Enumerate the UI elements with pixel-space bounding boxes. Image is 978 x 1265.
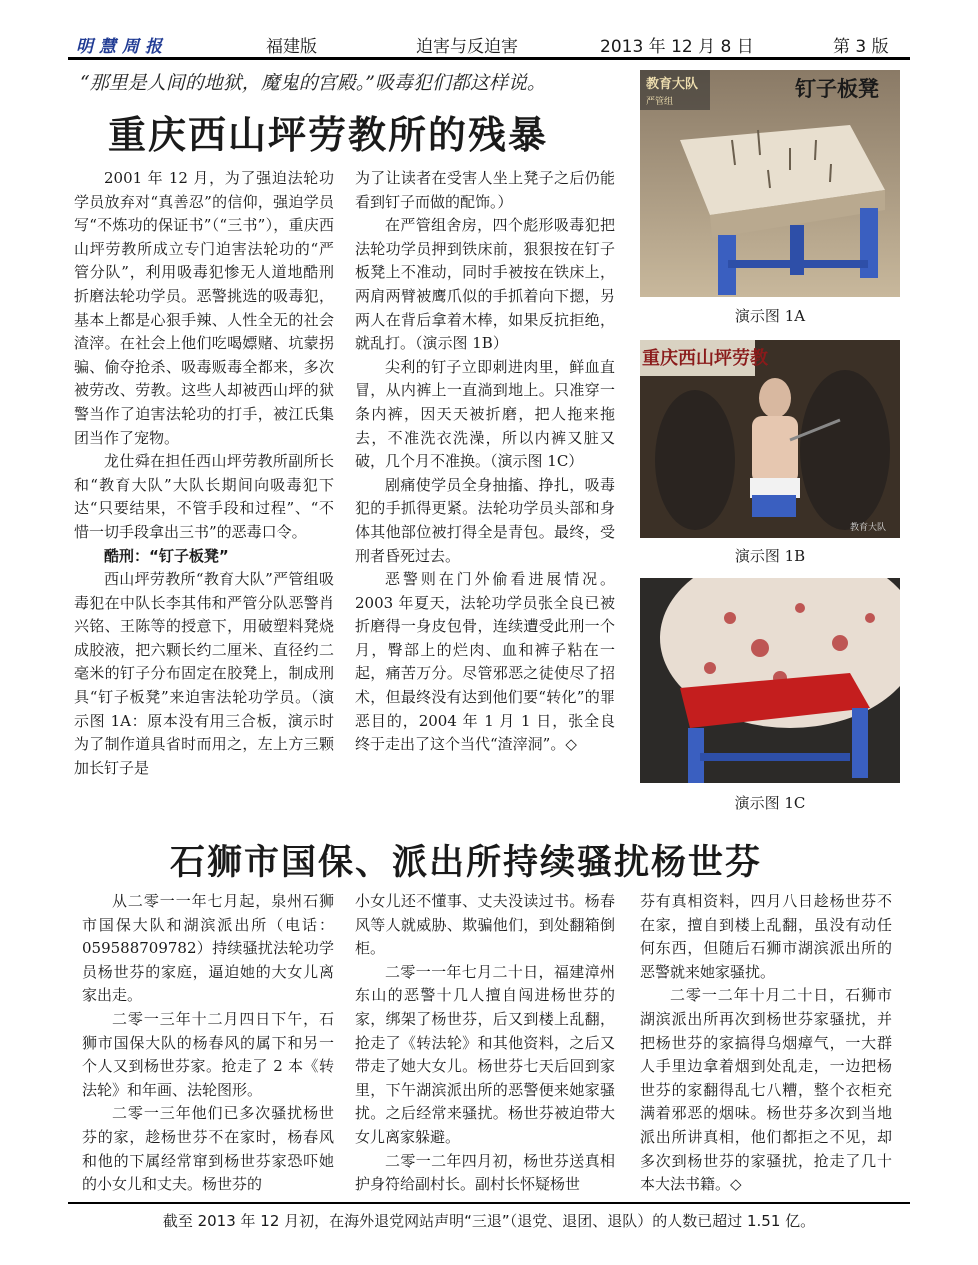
paragraph: 从二零一一年七月起，泉州石狮市国保大队和湖滨派出所（电话：059588709782）持续骚扰法轮功学员杨世芬的家庭，逼迫她的大女儿离家出走。 [82,892,334,1005]
paragraph: 为了让读者在受害人坐上凳子之后仍能看到钉子而做的配饰。） [355,169,615,211]
photo-caption: 演示图 1C [734,794,806,812]
paragraph: 二零一三年他们已多次骚扰杨世芬的家，趁杨世芬不在家时，杨春风和他的下属经常窜到杨世芬家恐吓她的小女儿和丈夫。杨世芬的 [82,1104,334,1194]
paragraph: 在严管组舍房，四个彪形吸毒犯把法轮功学员押到铁床前，狠狠按在钉子板凳上不准动，同时手被按在铁床上，两肩两臂被鹰爪似的手抓着向下摁，另两人在背后拿着木棒，如果反抗拒绝，就乱打。（演示图 1B） [355,216,615,353]
photo-sign-text: 重庆西山坪劳教 [642,348,768,369]
article1-column-1 [74,167,334,780]
paragraph: 二零一二年四月初，杨世芬送真相护身符给副村长。副村长怀疑杨世 [355,1151,615,1194]
paragraph: 二零一二年十月二十日，石狮市湖滨派出所再次到杨世芬家骚扰，并把杨世芬的家搞得乌烟瘴气，一大群人手里边拿着烟到处乱走，一边把杨世芬的家翻得乱七八糟，整个衣柜充满着邪恶的烟味。杨世芬多次到当地派出所讲真相，他们都拒之不见，却多次到杨世芬的家骚扰，抢走了几十本大法书籍。◇ [640,986,892,1194]
edition: 福建版 [266,37,317,57]
photo-caption: 演示图 1A [734,307,806,325]
article2-column-1 [82,890,334,1197]
paragraph: 2001 年 12 月，为了强迫法轮功学员放弃对“真善忍”的信仰，强迫学员写“不炼功的保证书”（“三书”），重庆西山坪劳教所成立专门迫害法轮功的“严管分队”，利用吸毒犯惨无人道地酷刑折磨法轮功学员。恶警挑选的吸毒犯，基本上都是心狠手辣、人性全无的社会渣滓。在社会上他们吃喝嫖赌、坑蒙拐骗、偷夺抢杀、吸毒贩毒全都来，多次被劳改、劳教。这些人却被西山坪的狱警当作了迫害法轮功的打手，被江氏集团当作了宠物。 [74,169,334,447]
section-name: 迫害与反迫害 [416,37,518,57]
page-number: 第 3 版 [833,37,889,57]
issue-date: 2013 年 12 月 8 日 [600,37,754,57]
nail-stool-photo [640,70,900,297]
paragraph: 剧痛使学员全身抽搐、挣扎，吸毒犯的手抓得更紧。法轮功学员头部和身体其他部位被打得全是青包。最终，受刑者昏死过去。 [355,475,615,565]
photo-label-left-sub: 严管组 [646,97,674,107]
paragraph: 二零一一年七月二十日，福建漳州东山的恶警十几人擅自闯进杨世芬的家，绑架了杨世芬，后又到楼上乱翻，抢走了《转法轮》和其他资料，之后又带走了她大女儿。杨世芬七天后回到家里，下午湖滨派出所的恶警便来她家骚扰。之后经常来骚扰。杨世芬被迫带大女儿离家躲避。 [355,962,615,1146]
header-rule [68,57,910,60]
paragraph: 二零一三年十二月四日下午，石狮市国保大队的杨春风的属下和另一个人又到杨世芬家。抢走了 2 本《转法轮》和年画、法轮图形。 [82,1009,334,1099]
footer-rule [68,1202,910,1204]
bloody-stool-photo [640,578,900,783]
footer-notice: 截至 2013 年 12 月初，在海外退党网站声明“三退”（退党、退团、退队）的人数已超过 1.51 亿。 [162,1212,816,1230]
paragraph: 西山坪劳教所“教育大队”严管组吸毒犯在中队长李其伟和严管分队恶警肖兴铭、王陈等的授意下，用破塑料凳烧成胶液，把六颗长约二厘米、直径约二毫米的钉子分布固定在胶凳上，制成刑具“钉子板凳”来迫害法轮功学员。（演示图 1A：原本没有用三合板，演示时为了制作道具省时而用之，左上方三颗加长钉子是 [74,570,334,777]
article2-column-3 [640,890,892,1197]
photo-1b [640,340,900,538]
paragraph: 尖利的钉子立即刺进肉里，鲜血直冒，从内裤上一直淌到地上。只准穿一条内裤，因天天被折磨，把人拖来拖去，不准洗衣洗澡，所以内裤又脏又破，几个月不准换。（演示图 1C） [355,357,615,471]
photo-caption: 演示图 1B [734,547,806,565]
photo-1a [640,70,900,297]
paragraph: 恶警则在门外偷看进展情况。2003 年夏天，法轮功学员张全良已被折磨得一身皮包骨，连续遭受此刑一个月，臀部上的烂肉、血和裤子粘在一起，痛苦万分。尽管邪恶之徒使尽了招术，但最终没有达到他们要“转化”的罪恶目的，2004 年 1 月 1 日，张全良终于走出了这个当代“渣滓洞”。◇ [355,570,615,754]
restrained-prisoner-photo [640,340,900,538]
article1-column-2 [355,167,615,757]
article-title: 重庆西山坪劳教所的残暴 [108,112,549,157]
photo-label-left: 教育大队 [646,77,699,92]
paper-name: 明慧周报 [76,37,168,57]
photo-label-right: 钉子板凳 [795,77,879,101]
article2-column-2 [355,890,615,1197]
paragraph: 芬有真相资料，四月八日趁杨世芬不在家，擅自到楼上乱翻，虽没有动任何东西，但随后石狮市湖滨派出所的恶警就来她家骚扰。 [640,892,892,981]
article-quote: “那里是人间的地狱，魔鬼的宫殿。”吸毒犯们都这样说。 [80,72,546,94]
paragraph: 龙仕舜在担任西山坪劳教所副所长和“教育大队”大队长期间向吸毒犯下达“只要结果，不管手段和过程”、“不惜一切手段拿出三书”的恶毒口令。 [74,452,334,541]
page-header [68,30,908,56]
photo-corner-label: 教育大队 [850,523,887,533]
photo-1c [640,578,900,783]
paragraph: 小女儿还不懂事、丈夫没读过书。杨春风等人就威胁、欺骗他们，到处翻箱倒柜。 [355,892,615,958]
subheading: 酷刑：“钉子板凳” [104,546,229,565]
article-title: 石狮市国保、派出所持续骚扰杨世芬 [170,843,763,883]
